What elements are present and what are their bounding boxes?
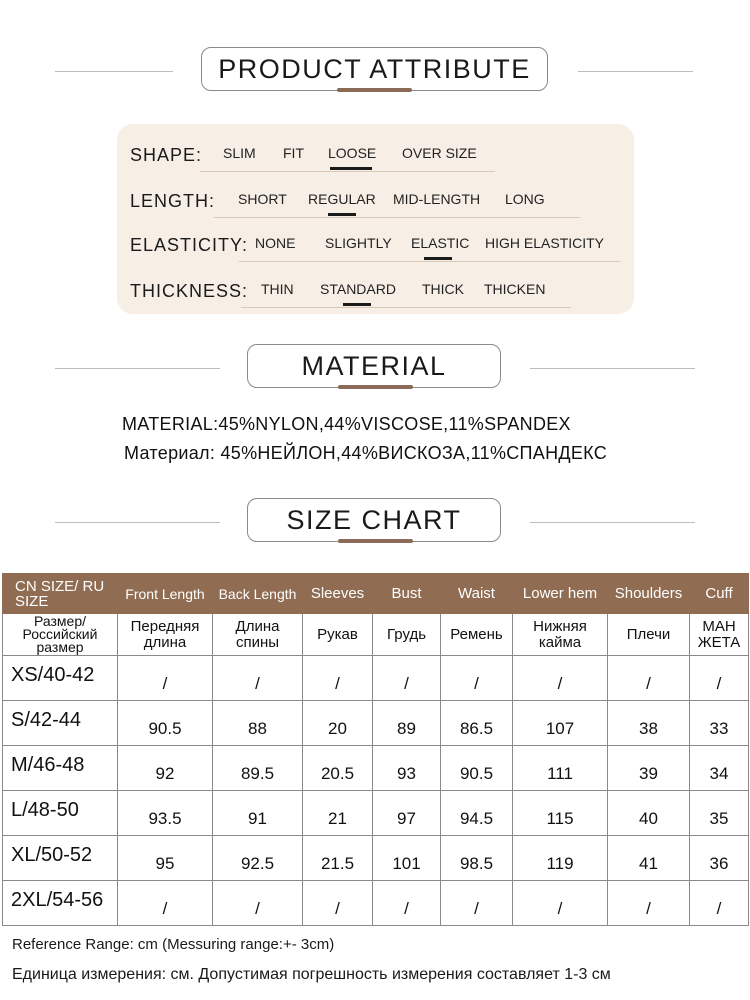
table-row xyxy=(3,791,749,836)
size-label: L/48-50 xyxy=(3,791,118,836)
option: NONE xyxy=(255,235,296,251)
table-cell: 38 xyxy=(608,701,690,746)
table-cell: 40 xyxy=(608,791,690,836)
header-cell: CN SIZE/ RU SIZE xyxy=(3,574,118,614)
product-attribute-header xyxy=(0,47,750,97)
table-cell: 119 xyxy=(513,836,608,881)
table-cell: 90.5 xyxy=(441,746,513,791)
table-cell: 89.5 xyxy=(213,746,303,791)
header-cell: Lower hem xyxy=(513,574,608,614)
option: THICK xyxy=(422,281,464,297)
material-ru: Материал: 45%НЕЙЛОН,44%ВИСКОЗА,11%СПАНДЕКС xyxy=(124,443,608,463)
table-cell: 36 xyxy=(690,836,749,881)
size-label: XL/50-52 xyxy=(3,836,118,881)
section-title: MATERIAL xyxy=(247,344,501,388)
table-cell: 92 xyxy=(118,746,213,791)
table-cell: 33 xyxy=(690,701,749,746)
size-label: 2XL/54-56 xyxy=(3,881,118,926)
table-cell: 21.5 xyxy=(303,836,373,881)
size-label: M/46-48 xyxy=(3,746,118,791)
header-cell-ru: Ремень xyxy=(441,614,513,656)
selected-indicator xyxy=(328,213,356,216)
option: THIN xyxy=(261,281,294,297)
table-cell: / xyxy=(303,656,373,701)
table-row xyxy=(3,836,749,881)
header-cell: Sleeves xyxy=(303,574,373,614)
table-cell: 89 xyxy=(373,701,441,746)
header-cell-ru: Размер/ Российский размер xyxy=(3,614,118,656)
size-table xyxy=(2,573,749,926)
table-cell: 92.5 xyxy=(213,836,303,881)
table-cell: 93 xyxy=(373,746,441,791)
divider-right xyxy=(530,522,695,523)
title-underbar xyxy=(338,539,413,543)
header-cell-ru: Передняя длина xyxy=(118,614,213,656)
table-cell: 86.5 xyxy=(441,701,513,746)
table-cell: 95 xyxy=(118,836,213,881)
row-rule xyxy=(214,217,580,218)
size-chart-header xyxy=(0,498,750,548)
header-cell-ru: Плечи xyxy=(608,614,690,656)
table-cell: 35 xyxy=(690,791,749,836)
table-cell: / xyxy=(608,881,690,926)
header-cell: Cuff xyxy=(690,574,749,614)
divider-right xyxy=(578,71,693,72)
header-cell: Front Length xyxy=(118,574,213,614)
table-cell: 101 xyxy=(373,836,441,881)
table-cell: 39 xyxy=(608,746,690,791)
table-cell: 41 xyxy=(608,836,690,881)
attribute-label: LENGTH: xyxy=(130,191,216,211)
divider-left xyxy=(55,368,220,369)
reference-note-ru: Единица измерения: см. Допустимая погрешность измерения составляет 1-3 см xyxy=(12,966,611,983)
option: SLIM xyxy=(223,145,256,161)
header-row-ru xyxy=(3,614,749,656)
table-cell: 94.5 xyxy=(441,791,513,836)
row-rule xyxy=(241,307,571,308)
attribute-label: THICKNESS: xyxy=(130,281,249,301)
header-cell-ru: МАН ЖЕТА xyxy=(690,614,749,656)
header-cell-ru: Нижняя кайма xyxy=(513,614,608,656)
option: THICKEN xyxy=(484,281,546,297)
selected-indicator xyxy=(330,167,372,170)
table-cell: / xyxy=(690,881,749,926)
attribute-row-thickness xyxy=(117,273,634,303)
section-title: SIZE CHART xyxy=(247,498,501,542)
table-cell: 91 xyxy=(213,791,303,836)
attribute-card xyxy=(117,124,634,314)
table-cell: 21 xyxy=(303,791,373,836)
table-cell: 34 xyxy=(690,746,749,791)
table-cell: / xyxy=(513,881,608,926)
selected-indicator xyxy=(424,257,452,260)
table-cell: 20 xyxy=(303,701,373,746)
table-row xyxy=(3,746,749,791)
table-cell: / xyxy=(441,881,513,926)
option-selected: ELASTIC xyxy=(411,235,470,251)
attribute-row-length xyxy=(117,183,634,213)
attribute-label: ELASTICITY: xyxy=(130,235,249,255)
table-cell: 88 xyxy=(213,701,303,746)
table-cell: / xyxy=(303,881,373,926)
attribute-row-shape xyxy=(117,137,634,167)
option: MID-LENGTH xyxy=(393,191,481,207)
header-cell: Bust xyxy=(373,574,441,614)
header-cell: Shoulders xyxy=(608,574,690,614)
header-row-en xyxy=(3,574,749,614)
table-cell: / xyxy=(608,656,690,701)
option: SHORT xyxy=(238,191,287,207)
header-cell-ru: Рукав xyxy=(303,614,373,656)
row-rule xyxy=(239,261,620,262)
table-cell: 93.5 xyxy=(118,791,213,836)
table-cell: / xyxy=(118,656,213,701)
table-cell: 97 xyxy=(373,791,441,836)
table-row xyxy=(3,656,749,701)
title-underbar xyxy=(338,385,413,389)
table-cell: / xyxy=(213,656,303,701)
table-cell: 20.5 xyxy=(303,746,373,791)
option: LONG xyxy=(505,191,545,207)
divider-left xyxy=(55,71,173,72)
option-selected: LOOSE xyxy=(328,145,377,161)
table-cell: 90.5 xyxy=(118,701,213,746)
divider-right xyxy=(530,368,695,369)
option: OVER SIZE xyxy=(402,145,477,161)
header-cell: Waist xyxy=(441,574,513,614)
table-cell: / xyxy=(441,656,513,701)
table-row xyxy=(3,701,749,746)
table-cell: 115 xyxy=(513,791,608,836)
size-label: S/42-44 xyxy=(3,701,118,746)
size-label: XS/40-42 xyxy=(3,656,118,701)
table-cell: / xyxy=(373,881,441,926)
table-cell: / xyxy=(213,881,303,926)
material-header xyxy=(0,344,750,394)
attribute-row-elasticity xyxy=(117,227,634,257)
table-cell: 111 xyxy=(513,746,608,791)
section-title: PRODUCT ATTRIBUTE xyxy=(201,47,548,91)
table-cell: 107 xyxy=(513,701,608,746)
option-selected: STANDARD xyxy=(320,281,396,297)
attribute-label: SHAPE: xyxy=(130,145,203,165)
option: SLIGHTLY xyxy=(325,235,392,251)
table-row xyxy=(3,881,749,926)
reference-note-en: Reference Range: cm (Messuring range:+- 3cm) xyxy=(12,936,335,953)
table-cell: / xyxy=(690,656,749,701)
header-cell-ru: Длина спины xyxy=(213,614,303,656)
table-cell: / xyxy=(513,656,608,701)
table-cell: / xyxy=(118,881,213,926)
selected-indicator xyxy=(343,303,371,306)
option: FIT xyxy=(283,145,304,161)
title-underbar xyxy=(337,88,412,92)
material-en: MATERIAL:45%NYLON,44%VISCOSE,11%SPANDEX xyxy=(122,414,571,434)
option: HIGH ELASTICITY xyxy=(485,235,605,251)
table-cell: / xyxy=(373,656,441,701)
table-cell: 98.5 xyxy=(441,836,513,881)
header-cell: Back Length xyxy=(213,574,303,614)
row-rule xyxy=(200,171,495,172)
header-cell-ru: Грудь xyxy=(373,614,441,656)
option-selected: REGULAR xyxy=(308,191,376,207)
divider-left xyxy=(55,522,220,523)
